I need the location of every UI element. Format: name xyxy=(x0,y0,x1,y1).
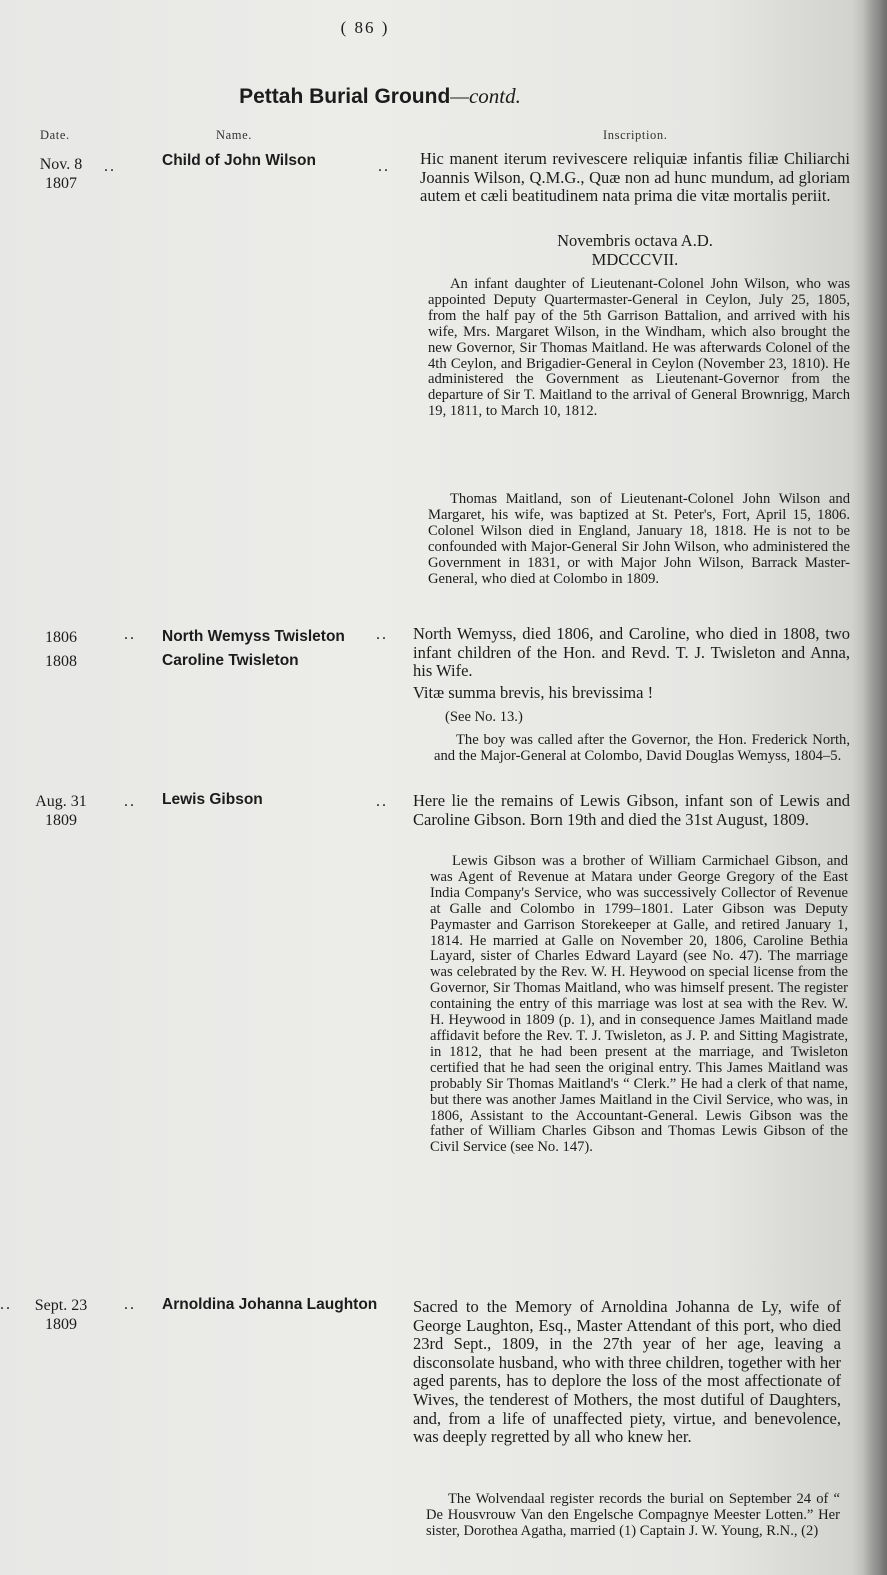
entry-3-date-year: 1809 xyxy=(45,812,77,829)
entry-2-leader-right: .. xyxy=(376,626,388,643)
column-head-name: Name. xyxy=(216,128,252,142)
entry-2-inscription: North Wemyss, died 1806, and Caroline, who died in 1808, two infant children of the Hon. and Revd. T. J. Twisleton and Anna, his Wife. xyxy=(413,624,850,681)
entry-2-name-2: Caroline Twisleton xyxy=(162,652,299,669)
column-head-date: Date. xyxy=(40,128,70,142)
entry-3-inscription: Here lie the remains of Lewis Gibson, infant son of Lewis and Caroline Gibson. Born 19th and died the 31st August, 1809. xyxy=(413,791,850,829)
entry-1-inscription-date-line-1: Novembris octava A.D. xyxy=(557,231,713,250)
entry-2-motto: Vitæ summa brevis, his brevissima ! xyxy=(413,683,654,702)
entry-2-date-1: 1806 xyxy=(45,629,77,646)
running-title-main: Pettah Burial Ground xyxy=(239,85,451,108)
entry-4-inscription: Sacred to the Memory of Arnoldina Johanna de Ly, wife of George Laughton, Esq., Master Attendant of this port, who died 23rd Sept., 1809, in the 27th year of her age, leaving a disconsolate husband, who with three children, together with her aged parents, has to deplore the loss of the most affectionate of Wives, the tenderest of Mothers, the most dutiful of Daughters, and, from a life of unaffected piety, virtue, and benevolence, was deeply regretted by all who knew her. xyxy=(413,1297,841,1447)
entry-2-leader-left: .. xyxy=(124,626,136,643)
page-number: ( 86 ) xyxy=(340,18,390,37)
entry-2-names xyxy=(162,625,345,673)
entry-1-date-day: Nov. 8 xyxy=(39,156,83,173)
page-binding-shadow xyxy=(863,0,887,1575)
entry-1-leader-right: .. xyxy=(378,158,390,175)
entry-1-name: Child of John Wilson xyxy=(162,152,316,169)
entry-1-inscription-date-line-2: MDCCCVII. xyxy=(591,249,679,269)
entry-3-name: Lewis Gibson xyxy=(162,791,263,808)
entry-4-leader-left: .. xyxy=(124,1296,136,1313)
entry-2-see-reference: (See No. 13.) xyxy=(445,709,523,725)
entry-3-date-day: Aug. 31 xyxy=(35,793,87,810)
entry-1-inscription-date xyxy=(420,232,850,269)
entry-2-name-1: North Wemyss Twisleton xyxy=(162,628,345,645)
entry-4-date-year: 1809 xyxy=(45,1316,77,1333)
entry-3-note: Lewis Gibson was a brother of William Carmichael Gibson, and was Agent of Revenue at Matara under George Gregory of the East India Company's Service, who was successively Collector of Revenue at Galle and Colombo in 1799–1801. Later Gibson was Deputy Paymaster and Garrison Storekeeper at Galle, and retired January 1, 1814. He married at Galle on November 20, 1806, Caroline Bethia Layard, sister of Charles Edward Layard (see No. 47). The marriage was celebrated by the Rev. W. H. Heywood on special license from the Governor, Sir Thomas Maitland, who was himself present. The register containing the entry of this marriage was lost at sea with the Rev. W. H. Heywood in 1809 (p. 1), and in consequence James Maitland made affidavit before the Rev. T. J. Twisleton, as J. P. and Sitting Magistrate, in 1812, that he had been present at the marriage, and Twisleton certified that he had seen the original entry. This James Maitland was probably Sir Thomas Maitland's “ Clerk.” He had a clerk of that name, but there was another James Maitland in the Civil Service, who was, in 1806, Assistant to the Accountant-General. Lewis Gibson was the father of William Charles Gibson and Thomas Lewis Gibson of the Civil Service (see No. 147). xyxy=(430,853,848,1156)
entry-3-date xyxy=(18,792,104,830)
entry-4-leader-margin: .. xyxy=(0,1296,12,1313)
column-head-inscription: Inscription. xyxy=(603,128,668,142)
entry-1-note-2: Thomas Maitland, son of Lieutenant-Colonel John Wilson and Margaret, his wife, was baptized at St. Peter's, Fort, April 15, 1806. Colonel Wilson died in England, January 18, 1818. He is not to be confounded with Major-General Sir John Wilson, who administered the Government in 1831, or with Major John Wilson, Barrack Master-General, who died at Colombo in 1809. xyxy=(428,491,850,587)
entry-3-leader-left: .. xyxy=(124,793,136,810)
entry-1-date-year: 1807 xyxy=(45,175,77,192)
entry-1-note-1: An infant daughter of Lieutenant-Colonel John Wilson, who was appointed Deputy Quartermaster-General in Ceylon, July 25, 1805, from the half pay of the 5th Garrison Battalion, and arrived with his wife, Mrs. Margaret Wilson, in the Windham, which also brought the new Governor, Sir Thomas Maitland. He was afterwards Colonel of the 4th Ceylon, and Brigadier-General in Ceylon (November 23, 1810). He administered the Government as Lieutenant-Governor from the departure of Sir T. Maitland to the arrival of General Brownrigg, March 19, 1811, to March 10, 1812. xyxy=(428,276,850,420)
entry-2-note: The boy was called after the Governor, the Hon. Frederick North, and the Major-General at Colombo, David Douglas Wemyss, 1804–5. xyxy=(434,732,850,764)
entry-4-name: Arnoldina Johanna Laughton xyxy=(162,1296,378,1313)
entry-4-date xyxy=(18,1296,104,1334)
entry-2-date xyxy=(18,626,104,674)
entry-1-inscription: Hic manent iterum revivescere reliquiæ infantis filiæ Chiliarchi Joannis Wilson, Q.M.G., Quæ non ad hunc mundum, ad gloriam autem et cæli beatitudinem nata prima die vitæ mortalis periit. xyxy=(420,149,850,206)
running-title xyxy=(0,84,760,109)
entry-2-date-2: 1808 xyxy=(45,653,77,670)
entry-1-leader-left: .. xyxy=(104,158,116,175)
entry-4-note: The Wolvendaal register records the burial on September 24 of “ De Housvrouw Van den Engelsche Compagnye Meester Lotten.” Her sister, Dorothea Agatha, married (1) Captain J. W. Young, R.N., (2) xyxy=(426,1491,840,1539)
entry-4-date-day: Sept. 23 xyxy=(34,1297,88,1314)
entry-1-date xyxy=(18,155,104,193)
entry-3-leader-right: .. xyxy=(376,793,388,810)
running-title-contd: —contd. xyxy=(450,84,521,108)
